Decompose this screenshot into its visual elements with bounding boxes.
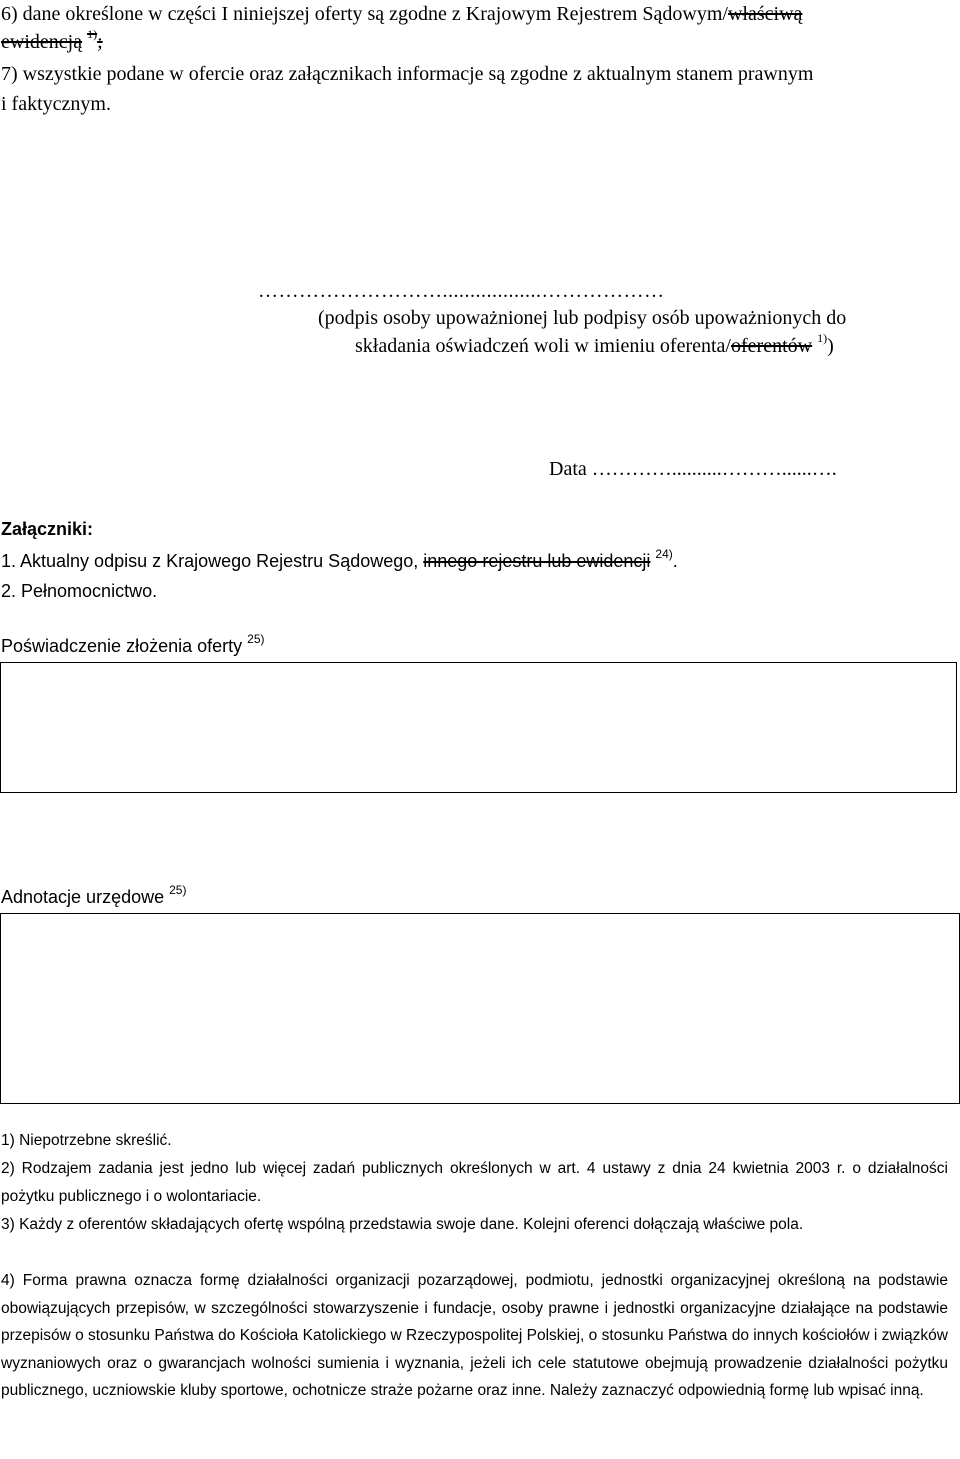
signature-caption-struck: oferentów: [731, 335, 813, 357]
footnote-3: 3) Każdy z oferentów składających ofertę wspólną przedstawia swoje dane. Kolejni oferenci dołączają właściwe pola.: [1, 1216, 804, 1233]
attachment-item-1-text: 1. Aktualny odpisu z Krajowego Rejestru Sądowego,: [1, 551, 424, 571]
attachment-item-1-struck: innego rejestru lub ewidencji: [423, 551, 651, 571]
statement-6-struck-word-2: ewidencją: [1, 31, 83, 53]
attachments-heading: Załączniki:: [1, 519, 94, 539]
statement-6-line1: [1, 1, 802, 27]
attachment-item-1-end: .: [672, 551, 678, 571]
footnote-ref: 24): [655, 547, 673, 561]
official-notes-label: [1, 884, 186, 910]
footnote-ref: 1): [817, 331, 828, 346]
date-label: Data: [549, 458, 587, 480]
footnote-ref: 25): [169, 883, 187, 897]
footnote-4: 4) Forma prawna oznacza formę działalności organizacji pozarządowej, podmiotu, jednostki organizacyjnej określoną na podstawie obowiązujących przepisów, w szczególności stowarzyszenie i fundacje, osoby prawne i jednostki organizacyjne działające na podstawie przepisów o stosunku Państwa do Kościoła Katolickiego w Rzeczypospolitej Polskiej, o stosunku Państwa do innych kościołów i związków wyznaniowych oraz o gwarancjach wolności sumienia i wyznania, jeżeli ich cele statutowe obejmują prowadzenie działalności pożytku publicznego, uczniowskie kluby sportowe, ochotnicze straże pożarne oraz inne. Należy zaznaczyć odpowiednią formę lub wpisać inną.: [1, 1272, 948, 1399]
attachment-item-2: 2. Pełnomocnictwo.: [1, 581, 158, 601]
statement-6-line2: [1, 29, 103, 55]
submission-box[interactable]: [0, 662, 957, 793]
signature-caption-end: ): [827, 335, 834, 357]
date-dots: …………..........………......….: [591, 458, 837, 480]
footnote-2: 2) Rodzajem zadania jest jedno lub więcej zadań publicznych określonych w art. 4 ustawy z dnia 24 kwietnia 2003 r. o działalności pożytku publicznego i o wolontariacie.: [1, 1160, 948, 1205]
signature-caption-text: składania oświadczeń woli w imieniu oferenta/: [355, 335, 731, 357]
statement-7-line2: i faktycznym.: [1, 93, 111, 115]
attachment-item-1: [1, 548, 678, 574]
footnote-1: 1) Niepotrzebne skreślić.: [1, 1132, 172, 1149]
statement-6-struck-word: właściwą: [727, 3, 803, 25]
footnote-ref: 1): [87, 27, 98, 42]
signature-dotted-line: ………………………..................………………: [258, 280, 665, 302]
signature-caption-line1: (podpis osoby upoważnionej lub podpisy osób upoważnionych do: [318, 307, 847, 329]
footnote-ref: 25): [247, 632, 265, 646]
statement-7-line1: 7) wszystkie podane w ofercie oraz załącznikach informacje są zgodne z aktualnym stanem prawnym: [1, 63, 814, 85]
statement-6-text: 6) dane określone w części I niniejszej oferty są zgodne z Krajowym Rejestrem Sądowym/: [1, 3, 728, 25]
submission-label: [1, 633, 265, 659]
official-notes-label-text: Adnotacje urzędowe: [1, 887, 165, 907]
official-notes-box[interactable]: [0, 913, 960, 1104]
submission-label-text: Poświadczenie złożenia oferty: [1, 636, 243, 656]
signature-caption-line2: [355, 333, 834, 359]
date-line: [549, 456, 837, 482]
statement-6-end: ;: [97, 31, 103, 53]
